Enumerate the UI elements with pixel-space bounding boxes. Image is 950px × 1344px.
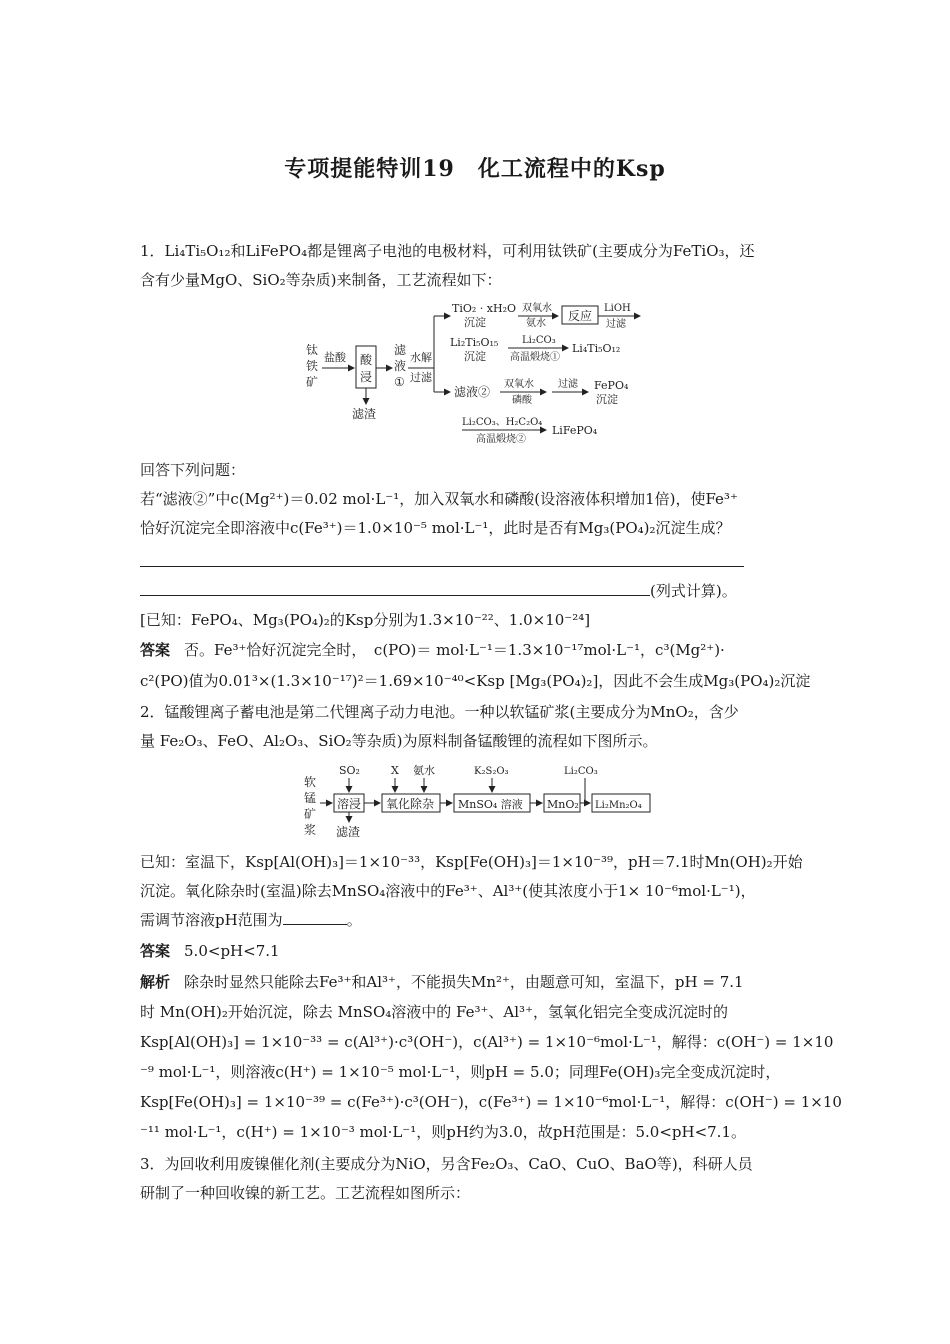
- q1-h2o2-b-label: 双氧水: [504, 379, 534, 390]
- q1-leach-char-2: 浸: [360, 370, 373, 384]
- q2-analysis-line-2: 时 Mn(OH)₂开始沉淀，除去 MnSO₄溶液中的 Fe³⁺、Al³⁺，氢氧化铝完全变成沉淀时的: [140, 1003, 728, 1021]
- q1-fepo4-label: FePO₄: [594, 379, 629, 392]
- q2-ammonia-label: 氨水: [413, 764, 435, 777]
- q1-lifepo4-label: LiFePO₄: [552, 424, 598, 437]
- q2-analysis-line-4: ⁻⁹ mol·L⁻¹，则溶液c(H⁺) = 1×10⁻⁵ mol·L⁻¹，则pH = 5.0；同理Fe(OH)₃完全变成沉淀时，: [140, 1063, 781, 1081]
- q1-filtrate2-label: 滤液②: [454, 385, 491, 399]
- q2-analysis-label: 解析: [140, 973, 171, 991]
- q2-known-line-2: 沉淀。氧化除杂时(室温)除去MnSO₄溶液中的Fe³⁺、Al³⁺(使其浓度小于1× 10⁻⁶mol·L⁻¹)，: [140, 882, 756, 900]
- q1-answer-blank-1: [140, 548, 812, 577]
- q1-flow-diagram: [300, 298, 650, 448]
- q1-answer-line-1: [140, 636, 812, 665]
- q2-box-leach-label: 溶浸: [337, 797, 362, 811]
- q1-filter1-label: 过滤: [410, 371, 432, 384]
- q2-li2co3-label: Li₂CO₃: [564, 766, 598, 777]
- q1-li4ti5-label: Li₄Ti₅O₁₂: [572, 342, 621, 355]
- q2-analysis-text-1: 除杂时显然只能除去Fe³⁺和Al³⁺，不能损失Mn²⁺，由题意可知，室温下，pH = 7.1: [184, 973, 744, 991]
- q2-known-3b: 。: [346, 911, 362, 929]
- q1-question-line-1: 若“滤液②”中c(Mg²⁺)＝0.02 mol·L⁻¹，加入双氧水和磷酸(设溶液体积增加1倍)，使Fe³⁺: [140, 490, 738, 508]
- q1-lioh-label: LiOH: [604, 303, 631, 314]
- q1-answer-prompt: 回答下列问题：: [140, 461, 246, 479]
- q1-calc-note: (列式计算)。: [650, 582, 737, 600]
- q2-analysis-line-3: Ksp[Al(OH)₃] = 1×10⁻³³ = c(Al³⁺)·c³(OH⁻)，c(Al³⁺) = 1×10⁻⁶mol·L⁻¹，解得：c(OH⁻) = 1×10: [140, 1033, 834, 1051]
- page-title: 专项提能特训19 化工流程中的Ksp: [284, 156, 666, 182]
- q2-k2s2o3-label: K₂S₂O₃: [474, 766, 509, 777]
- q1-h2o2-label: 双氧水: [522, 303, 552, 314]
- q1-filter2-label: 过滤: [606, 319, 626, 330]
- q2-box-oxidize-label: 氧化除杂: [386, 797, 435, 811]
- q1-acid-label: 盐酸: [324, 351, 346, 364]
- q1-filtrate1-char-3: ①: [394, 375, 405, 389]
- q1-calcine1-label: 高温煅烧①: [510, 352, 560, 363]
- q1-hydrolysis-label: 水解: [410, 351, 432, 364]
- q1-filtrate1-char-1: 滤: [394, 343, 407, 357]
- q2-analysis-line-1: [140, 968, 812, 997]
- q1-answer-text-1: 否。Fe³⁺恰好沉淀完全时， c(PO)＝ mol·L⁻¹＝1.3×10⁻¹⁷mol·L⁻¹，c³(Mg²⁺)·: [184, 641, 725, 659]
- q1-phos-label: 磷酸: [512, 395, 532, 406]
- q2-known-3a: 需调节溶液pH范围为: [140, 911, 283, 929]
- q1-question-line-2: 恰好沉淀完全即溶液中c(Fe³⁺)＝1.0×10⁻⁵ mol·L⁻¹，此时是否有Mg₃(PO₄)₂沉淀生成？: [140, 519, 731, 537]
- q2-answer-text: 5.0<pH<7.1: [184, 942, 280, 960]
- q2-line-1: 2．锰酸锂离子蓄电池是第二代锂离子动力电池。一种以软锰矿浆(主要成分为MnO₂，含少: [140, 703, 739, 721]
- q2-known-line-1: 已知：室温下，Ksp[Al(OH)₃]＝1×10⁻³³，Ksp[Fe(OH)₃]＝1×10⁻³⁹，pH＝7.1时Mn(OH)₂开始: [140, 853, 803, 871]
- q3-line-1: 3．为回收利用废镍催化剂(主要成分为NiO，另含Fe₂O₃、CaO、CuO、BaO等)，科研人员: [140, 1155, 753, 1173]
- q2-raw-char-1: 软: [304, 775, 317, 789]
- q2-so2-label: SO₂: [339, 764, 360, 777]
- q1-ammonia-label: 氨水: [526, 318, 546, 329]
- q2-analysis-line-6: ⁻¹¹ mol·L⁻¹，c(H⁺) = 1×10⁻³ mol·L⁻¹，则pH约为3.0，故pH范围是：5.0<pH<7.1。: [140, 1123, 746, 1141]
- q2-answer-line: [140, 937, 812, 966]
- q1-react-label: 反应: [568, 309, 593, 323]
- q2-box-mnso4-label: MnSO₄ 溶液: [458, 798, 523, 811]
- q2-analysis-line-5: Ksp[Fe(OH)₃] = 1×10⁻³⁹ = c(Fe³⁺)·c³(OH⁻)，c(Fe³⁺) = 1×10⁻⁶mol·L⁻¹，解得：c(OH⁻) = 1×10: [140, 1093, 842, 1111]
- q1-fepo4-sub-label: 沉淀: [596, 393, 618, 406]
- q1-reagents2-label: Li₂CO₃、H₂C₂O₄: [462, 417, 543, 428]
- q1-answer-label: 答案: [140, 641, 171, 659]
- q2-raw-char-4: 浆: [304, 823, 317, 837]
- q1-leach-char-1: 酸: [360, 353, 373, 367]
- q1-line-2: 含有少量MgO、SiO₂等杂质)来制备，工艺流程如下：: [140, 271, 502, 289]
- q1-raw-char-2: 铁: [306, 359, 319, 373]
- q1-calcine2-label: 高温煅烧②: [476, 434, 526, 445]
- q1-residue-label: 滤渣: [352, 407, 377, 421]
- q1-tio2-label: TiO₂ · xH₂O: [452, 302, 516, 315]
- q1-li2co3-label: Li₂CO₃: [522, 335, 556, 346]
- q1-filtrate1-char-2: 液: [394, 359, 407, 373]
- q2-residue-label: 滤渣: [336, 825, 361, 839]
- q2-x-label: X: [391, 764, 399, 777]
- q2-line-2: 量 Fe₂O₃、FeO、Al₂O₃、SiO₂等杂质)为原料制备锰酸锂的流程如下图所示。: [140, 732, 658, 750]
- q1-filter3-label: 过滤: [558, 379, 578, 390]
- q1-tio2-sub-label: 沉淀: [464, 316, 486, 329]
- q2-known-line-3: [140, 906, 812, 935]
- q2-answer-label: 答案: [140, 942, 171, 960]
- q2-flow-diagram: [298, 760, 658, 840]
- q1-answer-line-2: c²(PO)值为0.01³×(1.3×10⁻¹⁷)²＝1.69×10⁻⁴⁰<Ksp [Mg₃(PO₄)₂]，因此不会生成Mg₃(PO₄)₂沉淀: [140, 672, 811, 690]
- q1-raw-char-3: 矿: [306, 375, 319, 389]
- q1-line-1: 1．Li₄Ti₅O₁₂和LiFePO₄都是锂离子电池的电极材料，可利用钛铁矿(主要成分为FeTiO₃，还: [140, 242, 755, 260]
- q2-box-product-label: Li₂Mn₂O₄: [595, 800, 642, 811]
- q1-answer-blank-2: [140, 577, 812, 606]
- q1-raw-char-1: 钛: [306, 343, 319, 357]
- q3-line-2: 研制了一种回收镍的新工艺。工艺流程如图所示：: [140, 1184, 471, 1202]
- q1-li2ti5-label: Li₂Ti₅O₁₅: [450, 336, 499, 349]
- q1-known: [已知：FePO₄、Mg₃(PO₄)₂的Ksp分别为1.3×10⁻²²、1.0×10⁻²⁴]: [140, 611, 591, 629]
- q1-li2ti5-sub-label: 沉淀: [464, 350, 486, 363]
- q2-raw-char-2: 锰: [304, 791, 317, 805]
- q2-raw-char-3: 矿: [304, 807, 317, 821]
- q2-box-mno2-label: MnO₂: [547, 798, 579, 811]
